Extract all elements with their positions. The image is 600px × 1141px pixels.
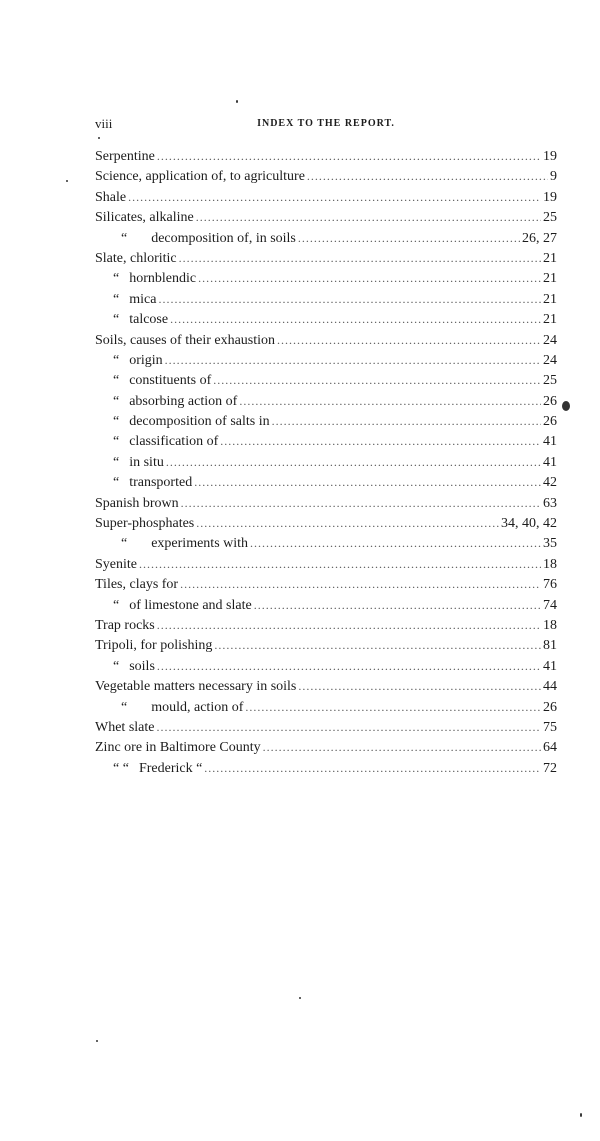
entry-term: decomposition of salts in xyxy=(129,414,270,430)
entry-term: Science, application of, to agriculture xyxy=(95,169,305,185)
entry-term-group xyxy=(95,677,296,697)
entry-pages: 18 xyxy=(543,617,557,633)
ditto-mark: “ xyxy=(113,393,120,409)
index-entry xyxy=(95,656,557,676)
entry-term-group xyxy=(95,167,305,187)
index-entry xyxy=(95,411,557,431)
entry-pages: 72 xyxy=(543,760,557,776)
entry-pages: 19 xyxy=(543,149,557,164)
entry-pages: 26 xyxy=(543,393,557,409)
entry-term: Trap rocks xyxy=(95,617,155,633)
index-entry xyxy=(95,452,557,472)
entry-term: Silicates, alkaline xyxy=(95,210,194,226)
scan-speck xyxy=(98,137,100,139)
entry-term: Frederick “ xyxy=(138,760,203,776)
entry-term-group xyxy=(95,188,126,208)
dot-leader xyxy=(128,187,541,207)
entry-term: mould, action of xyxy=(151,699,244,715)
entry-term: in situ xyxy=(129,454,164,470)
entry-term: Shale xyxy=(95,189,127,205)
index-entry xyxy=(95,187,557,207)
entry-pages: 41 xyxy=(543,454,557,470)
index-entry xyxy=(95,207,557,227)
entry-term-group xyxy=(95,392,237,412)
dot-leader xyxy=(156,717,541,737)
entry-pages: 21 xyxy=(543,291,557,307)
index-entry xyxy=(95,737,557,757)
entry-term: mica xyxy=(129,291,157,307)
scan-speck xyxy=(66,180,68,182)
entry-term-group xyxy=(95,412,270,432)
entry-term: constituents of xyxy=(129,373,212,389)
dot-leader xyxy=(165,350,541,370)
entry-pages: 42 xyxy=(543,475,557,491)
ditto-mark: “ xyxy=(113,312,120,328)
entry-term: absorbing action of xyxy=(129,393,238,409)
entry-term: of limestone and slate xyxy=(129,597,252,613)
index-list xyxy=(95,146,557,778)
dot-leader xyxy=(157,146,541,166)
entry-term: classification of xyxy=(129,434,219,450)
index-entry xyxy=(95,676,557,696)
entry-term-group xyxy=(95,514,194,534)
dot-leader xyxy=(198,268,541,288)
entry-pages: 21 xyxy=(543,250,557,266)
entry-pages: 64 xyxy=(543,740,557,756)
entry-term: experiments with xyxy=(151,536,249,552)
dot-leader xyxy=(214,635,541,655)
ditto-mark: “ xyxy=(113,271,120,287)
entry-pages: 81 xyxy=(543,638,557,654)
dot-leader xyxy=(220,431,541,451)
entry-term-group xyxy=(95,718,154,738)
entry-term-group xyxy=(95,759,202,779)
index-entry xyxy=(95,268,557,288)
entry-term-group xyxy=(95,494,179,514)
dot-leader xyxy=(263,737,541,757)
ditto-mark: “ xyxy=(121,536,128,552)
entry-pages: 18 xyxy=(543,556,557,572)
dot-leader xyxy=(239,391,541,411)
entry-term-group xyxy=(95,575,178,595)
index-entry xyxy=(95,574,557,594)
entry-term: Tripoli, for polishing xyxy=(95,638,213,654)
index-entry xyxy=(95,391,557,411)
entry-term: Vegetable matters necessary in soils xyxy=(95,679,297,695)
entry-term: hornblendic xyxy=(129,271,197,287)
index-entry xyxy=(95,370,557,390)
entry-pages: 41 xyxy=(543,434,557,450)
index-entry xyxy=(95,228,557,248)
scan-speck xyxy=(299,997,301,999)
entry-pages: 25 xyxy=(543,210,557,226)
entry-pages: 63 xyxy=(543,495,557,511)
entry-term-group xyxy=(95,249,177,269)
entry-term-group xyxy=(95,453,164,473)
index-entry xyxy=(95,309,557,329)
page-header xyxy=(95,116,557,134)
scan-speck xyxy=(236,100,238,103)
ditto-mark: “ xyxy=(113,291,120,307)
index-entry xyxy=(95,289,557,309)
index-entry xyxy=(95,493,557,513)
entry-pages: 34, 40, 42 xyxy=(501,516,557,532)
dot-leader xyxy=(204,758,541,778)
entry-term-group xyxy=(95,147,155,167)
entry-term: decomposition of, in soils xyxy=(151,230,296,246)
entry-term-group xyxy=(95,698,243,718)
entry-term: Serpentine xyxy=(95,149,155,164)
scan-speck xyxy=(562,401,570,411)
entry-pages: 74 xyxy=(543,597,557,613)
ditto-mark: “ xyxy=(113,352,120,368)
entry-term-group xyxy=(95,351,163,371)
entry-term: transported xyxy=(129,475,193,491)
entry-pages: 41 xyxy=(543,658,557,674)
ditto-mark: “ xyxy=(113,597,120,613)
entry-term: Whet slate xyxy=(95,719,155,735)
index-entry xyxy=(95,166,557,186)
entry-pages: 24 xyxy=(543,332,557,348)
dot-leader xyxy=(245,697,541,717)
entry-pages: 26, 27 xyxy=(522,230,557,246)
entry-term: Super-phosphates xyxy=(95,516,195,532)
dot-leader xyxy=(272,411,541,431)
index-entry xyxy=(95,472,557,492)
entry-term-group xyxy=(95,657,155,677)
entry-term-group xyxy=(95,534,248,554)
dot-leader xyxy=(298,676,541,696)
index-entry xyxy=(95,350,557,370)
entry-pages: 21 xyxy=(543,312,557,328)
entry-term: Slate, chloritic xyxy=(95,250,177,266)
dot-leader xyxy=(158,289,541,309)
entry-pages: 75 xyxy=(543,719,557,735)
entry-term: Syenite xyxy=(95,556,137,572)
entry-term: Soils, causes of their exhaustion xyxy=(95,332,276,348)
entry-pages: 35 xyxy=(543,536,557,552)
ditto-mark: “ xyxy=(113,475,120,491)
entry-term: Tiles, clays for xyxy=(95,577,179,593)
dot-leader xyxy=(196,513,499,533)
ditto-mark: “ “ xyxy=(113,760,129,776)
ditto-mark: “ xyxy=(121,230,128,246)
scan-speck xyxy=(96,1040,98,1042)
scan-speck xyxy=(580,1113,582,1117)
dot-leader xyxy=(194,472,541,492)
entry-term: Spanish brown xyxy=(95,495,179,511)
dot-leader xyxy=(277,330,541,350)
index-entry xyxy=(95,697,557,717)
ditto-mark: “ xyxy=(121,699,128,715)
running-title: INDEX TO THE REPORT. xyxy=(257,118,395,129)
entry-pages: 26 xyxy=(543,699,557,715)
entry-term-group xyxy=(95,596,252,616)
entry-pages: 21 xyxy=(543,271,557,287)
ditto-mark: “ xyxy=(113,414,120,430)
entry-term: talcose xyxy=(129,312,169,328)
entry-pages: 26 xyxy=(543,414,557,430)
dot-leader xyxy=(307,166,548,186)
entry-term: Zinc ore in Baltimore County xyxy=(95,740,261,756)
index-entry xyxy=(95,248,557,268)
entry-term-group xyxy=(95,738,261,758)
index-entry xyxy=(95,330,557,350)
entry-pages: 44 xyxy=(543,679,557,695)
dot-leader xyxy=(298,228,520,248)
ditto-mark: “ xyxy=(113,658,120,674)
ditto-mark: “ xyxy=(113,373,120,389)
index-entry xyxy=(95,146,557,166)
index-entry xyxy=(95,635,557,655)
entry-pages: 25 xyxy=(543,373,557,389)
entry-term-group xyxy=(95,310,168,330)
dot-leader xyxy=(170,309,541,329)
dot-leader xyxy=(196,207,541,227)
ditto-mark: “ xyxy=(113,454,120,470)
entry-term-group xyxy=(95,371,211,391)
dot-leader xyxy=(166,452,541,472)
dot-leader xyxy=(181,493,541,513)
entry-term-group xyxy=(95,208,194,228)
ditto-mark: “ xyxy=(113,434,120,450)
entry-term: origin xyxy=(129,352,163,368)
dot-leader xyxy=(179,248,541,268)
dot-leader xyxy=(250,533,541,553)
index-entry xyxy=(95,533,557,553)
index-entry xyxy=(95,431,557,451)
dot-leader xyxy=(157,615,541,635)
dot-leader xyxy=(180,574,541,594)
dot-leader xyxy=(213,370,541,390)
entry-pages: 76 xyxy=(543,577,557,593)
entry-pages: 9 xyxy=(550,169,557,185)
dot-leader xyxy=(157,656,541,676)
page-number: viii xyxy=(95,116,113,131)
entry-term-group xyxy=(95,616,155,636)
entry-term-group xyxy=(95,555,137,575)
entry-term-group xyxy=(95,636,212,656)
dot-leader xyxy=(139,554,541,574)
index-entry xyxy=(95,513,557,533)
entry-term-group xyxy=(95,229,296,249)
entry-term-group xyxy=(95,331,275,351)
entry-term-group xyxy=(95,473,192,493)
entry-term-group xyxy=(95,269,196,289)
entry-pages: 24 xyxy=(543,352,557,368)
entry-term: soils xyxy=(129,658,155,674)
index-entry xyxy=(95,758,557,778)
entry-term-group xyxy=(95,432,218,452)
dot-leader xyxy=(254,595,541,615)
index-entry xyxy=(95,615,557,635)
entry-pages: 19 xyxy=(543,189,557,205)
index-entry xyxy=(95,554,557,574)
entry-term-group xyxy=(95,290,156,310)
index-entry xyxy=(95,717,557,737)
index-entry xyxy=(95,595,557,615)
